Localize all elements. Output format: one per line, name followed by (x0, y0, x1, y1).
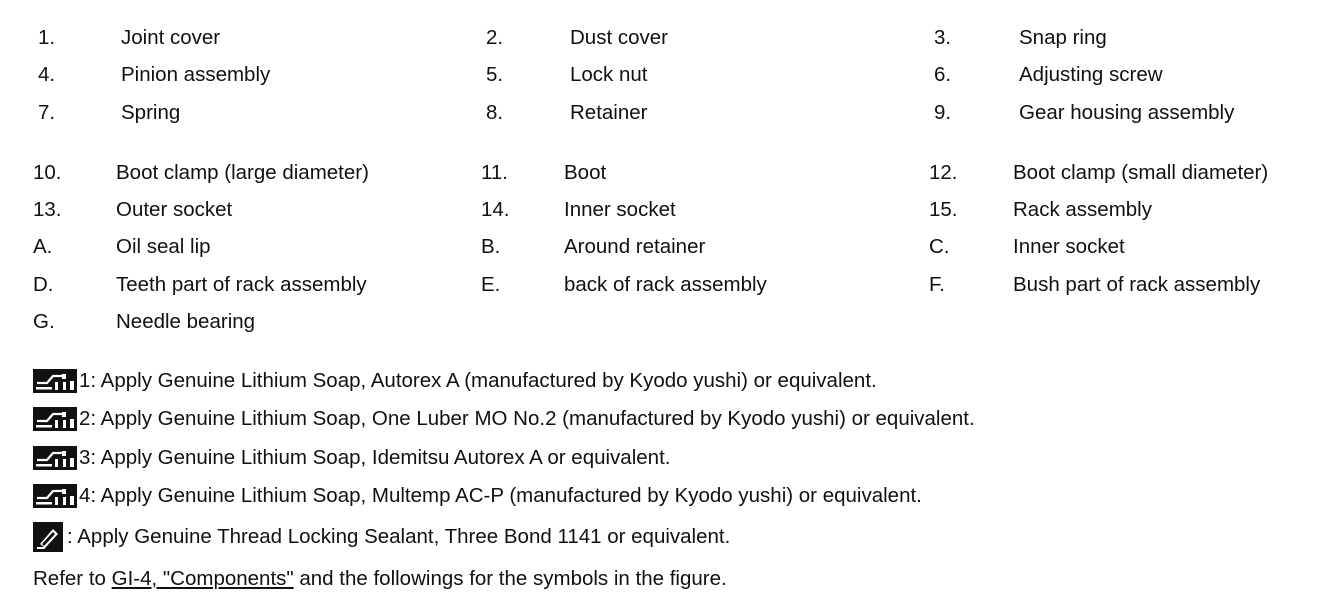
legend-row (0, 24, 1344, 52)
note-text: 4: Apply Genuine Lithium Soap, Multemp AC-P (manufactured by Kyodo yushi) or equivalent. (79, 484, 922, 507)
legend-item-label: Rack assembly (1013, 198, 1152, 221)
legend-item-label: Outer socket (116, 198, 233, 221)
legend-item-number: A. (33, 235, 53, 258)
legend-item-number: 2. (486, 26, 504, 49)
legend-item-label: Around retainer (564, 235, 706, 258)
legend-item-label: back of rack assembly (564, 273, 767, 296)
legend-item-label: Teeth part of rack assembly (116, 273, 367, 296)
note-line (33, 443, 670, 473)
legend-item-number: 9. (934, 101, 952, 124)
legend-item-number: 13. (33, 198, 62, 221)
legend-item-label: Gear housing assembly (1019, 101, 1235, 124)
note-text: 1: Apply Genuine Lithium Soap, Autorex A (manufactured by Kyodo yushi) or equivalent. (79, 369, 877, 392)
note-line (33, 404, 975, 434)
legend-row (0, 61, 1344, 89)
legend-row (0, 308, 1344, 336)
legend-item-number: G. (33, 310, 55, 333)
legend-item-label: Dust cover (570, 26, 668, 49)
legend-item-number: B. (481, 235, 501, 258)
legend-item-label: Boot clamp (small diameter) (1013, 161, 1269, 184)
legend-item-number: 8. (486, 101, 504, 124)
legend-item-label: Inner socket (564, 198, 676, 221)
components-reference-link[interactable]: GI-4, "Components" (111, 567, 294, 590)
grease-icon (33, 369, 77, 393)
note-text: 2: Apply Genuine Lithium Soap, One Luber MO No.2 (manufactured by Kyodo yushi) or equivalent. (79, 407, 975, 430)
legend-item-number: 5. (486, 63, 504, 86)
legend-item-number: 14. (481, 198, 510, 221)
sealant-icon (33, 522, 63, 552)
note-line (33, 522, 730, 552)
legend-item-number: 12. (929, 161, 958, 184)
legend-row (0, 159, 1344, 187)
legend-item-label: Pinion assembly (121, 63, 271, 86)
legend-item-number: D. (33, 273, 54, 296)
legend-item-number: 4. (38, 63, 56, 86)
legend-item-label: Snap ring (1019, 26, 1107, 49)
legend-row (0, 233, 1344, 261)
legend-row (0, 271, 1344, 299)
legend-item-number: F. (929, 273, 945, 296)
legend-item-number: 15. (929, 198, 958, 221)
note-text: : Apply Genuine Thread Locking Sealant, Three Bond 1141 or equivalent. (67, 525, 731, 548)
legend-item-label: Adjusting screw (1019, 63, 1163, 86)
note-text: 3: Apply Genuine Lithium Soap, Idemitsu Autorex A or equivalent. (79, 446, 671, 469)
legend-item-label: Joint cover (121, 26, 221, 49)
legend-item-number: 3. (934, 26, 952, 49)
legend-item-label: Boot (564, 161, 607, 184)
legend-item-label: Inner socket (1013, 235, 1125, 258)
legend-item-number: C. (929, 235, 950, 258)
note-line (33, 366, 877, 396)
legend-item-number: E. (481, 273, 501, 296)
legend-item-number: 11. (481, 161, 508, 184)
legend-row (0, 196, 1344, 224)
legend-item-label: Boot clamp (large diameter) (116, 161, 369, 184)
reference-line (33, 564, 727, 594)
legend-item-label: Oil seal lip (116, 235, 211, 258)
legend-item-number: 6. (934, 63, 952, 86)
legend-item-number: 1. (38, 26, 56, 49)
legend-item-label: Needle bearing (116, 310, 256, 333)
reference-suffix: and the followings for the symbols in the figure. (293, 567, 727, 590)
legend-item-number: 10. (33, 161, 62, 184)
reference-prefix: Refer to (33, 567, 112, 590)
legend-item-number: 7. (38, 101, 56, 124)
note-line (33, 481, 922, 511)
legend-row (0, 99, 1344, 127)
grease-icon (33, 446, 77, 470)
grease-icon (33, 484, 77, 508)
legend-item-label: Lock nut (570, 63, 648, 86)
legend-item-label: Spring (121, 101, 181, 124)
legend-item-label: Retainer (570, 101, 648, 124)
grease-icon (33, 407, 77, 431)
legend-item-label: Bush part of rack assembly (1013, 273, 1261, 296)
